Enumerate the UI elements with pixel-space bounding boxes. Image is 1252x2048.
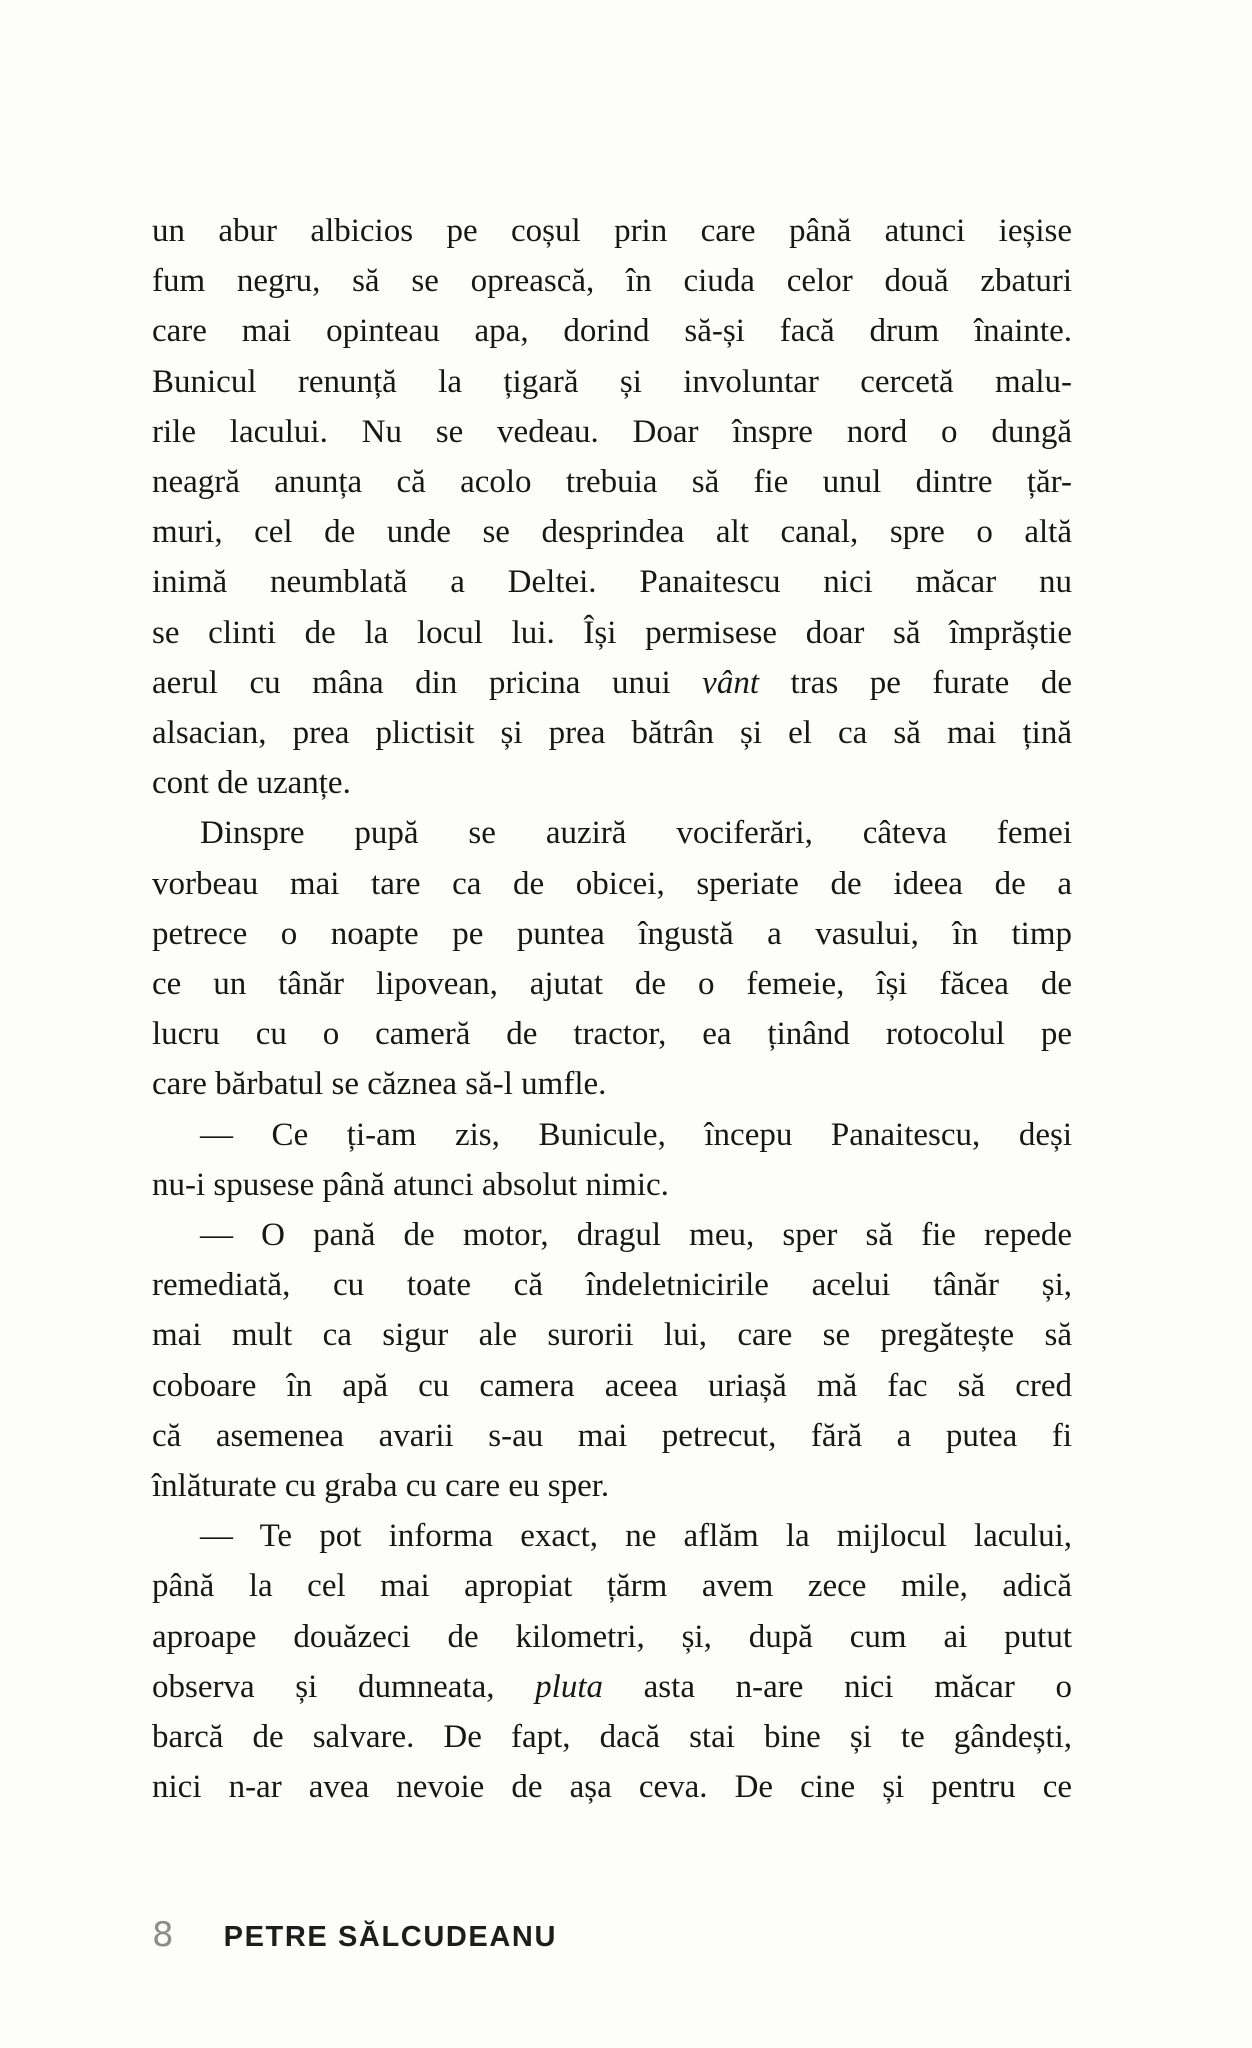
text-segment: cont de uzanțe. [152,765,351,802]
text-segment: ce un tânăr lipovean, ajutat de o femeie, își făcea de [152,966,1072,1003]
text-line [152,1160,1072,1210]
text-line [152,1461,1072,1511]
text-line [152,1612,1072,1662]
text-segment: observa și dumneata, [152,1668,536,1705]
text-line [152,1712,1072,1762]
text-line [152,859,1072,909]
text-segment: asta n-are nici măcar o [603,1668,1072,1705]
text-line [152,1411,1072,1461]
text-segment: Dinspre pupă se auziră vociferări, câteva femei [200,815,1072,852]
text-line [152,658,1072,708]
text-segment: aproape douăzeci de kilometri, și, după cum ai putut [152,1618,1072,1655]
text-line [152,557,1072,607]
text-line [152,1260,1072,1310]
text-line [152,608,1072,658]
text-segment: un abur albicios pe coșul prin care până atunci ieșise [152,213,1072,249]
text-segment: că asemenea avarii s-au mai petrecut, fără a putea fi [152,1417,1072,1454]
paragraph [152,1110,1072,1210]
text-segment: tras pe furate de [759,664,1072,701]
text-line [152,758,1072,808]
text-segment: nici n-ar avea nevoie de așa ceva. De cine și pentru ce [152,1769,1072,1806]
text-segment: muri, cel de unde se desprindea alt canal, spre o altă [152,514,1072,551]
text-line [152,507,1072,557]
paragraph [152,206,1072,808]
text-line [152,1110,1072,1160]
text-segment: rile lacului. Nu se vedeau. Doar înspre nord o dungă [152,413,1072,450]
text-line [152,808,1072,858]
text-segment: se clinti de la locul lui. Își permisese doar să împrăștie [152,614,1072,651]
text-segment: Bunicul renunță la țigară și involuntar cercetă malu- [152,363,1072,400]
text-segment: inimă neumblată a Deltei. Panaitescu nici măcar nu [152,564,1072,601]
text-segment: vorbeau mai tare ca de obicei, speriate de ideea de a [152,865,1072,902]
text-line [152,1561,1072,1611]
text-segment: care mai opinteau apa, dorind să-și facă drum înainte. [152,313,1072,350]
text-line [152,909,1072,959]
text-line [152,206,1072,256]
text-line [152,407,1072,457]
text-segment: înlăturate cu graba cu care eu sper. [152,1468,610,1505]
text-segment: — Te pot informa exact, ne aflăm la mijlocul lacului, [200,1518,1072,1555]
text-line [152,306,1072,356]
text-line [152,1009,1072,1059]
text-line [152,357,1072,407]
italic-text: vânt [702,664,759,701]
page-text [152,206,1072,1813]
paragraph [152,1511,1072,1812]
text-line [152,1762,1072,1812]
text-line [152,708,1072,758]
page-footer [152,1915,1072,1955]
text-segment: — O pană de motor, dragul meu, sper să fie repede [200,1217,1072,1254]
text-segment: până la cel mai apropiat țărm avem zece mile, adică [152,1568,1072,1605]
text-segment: barcă de salvare. De fapt, dacă stai bine și te gândești, [152,1719,1072,1756]
text-line [152,959,1072,1009]
text-line [152,457,1072,507]
text-segment: remediată, cu toate că îndeletnicirile acelui tânăr și, [152,1267,1072,1304]
text-segment: — Ce ți-am zis, Bunicule, începu Panaitescu, deși [200,1116,1072,1153]
italic-text: pluta [535,1668,603,1705]
text-segment: neagră anunța că acolo trebuia să fie unul dintre țăr- [152,464,1072,501]
text-segment: aerul cu mâna din pricina unui [152,664,703,701]
text-segment: petrece o noapte pe puntea îngustă a vasului, în timp [152,915,1072,952]
text-segment: care bărbatul se căznea să-l umfle. [152,1066,607,1103]
text-line [152,1210,1072,1260]
running-footer-author: PETRE SĂLCUDEANU [223,1921,557,1953]
text-segment: alsacian, prea plictisit și prea bătrân și el ca să mai țină [152,715,1072,752]
text-segment: lucru cu o cameră de tractor, ea ținând rotocolul pe [152,1016,1072,1053]
paragraph [152,808,1072,1109]
text-line [152,1662,1072,1712]
paragraph [152,1210,1072,1511]
text-segment: fum negru, să se oprească, în ciuda celor două zbaturi [152,263,1072,300]
page-number: 8 [152,1915,174,1955]
text-line [152,256,1072,306]
text-segment: mai mult ca sigur ale surorii lui, care se pregătește să [152,1317,1072,1354]
text-line [152,1361,1072,1411]
text-segment: coboare în apă cu camera aceea uriașă mă fac să cred [152,1367,1072,1404]
text-line [152,1059,1072,1109]
text-segment: nu-i spusese până atunci absolut nimic. [152,1166,669,1203]
text-line [152,1310,1072,1360]
text-line [152,1511,1072,1561]
